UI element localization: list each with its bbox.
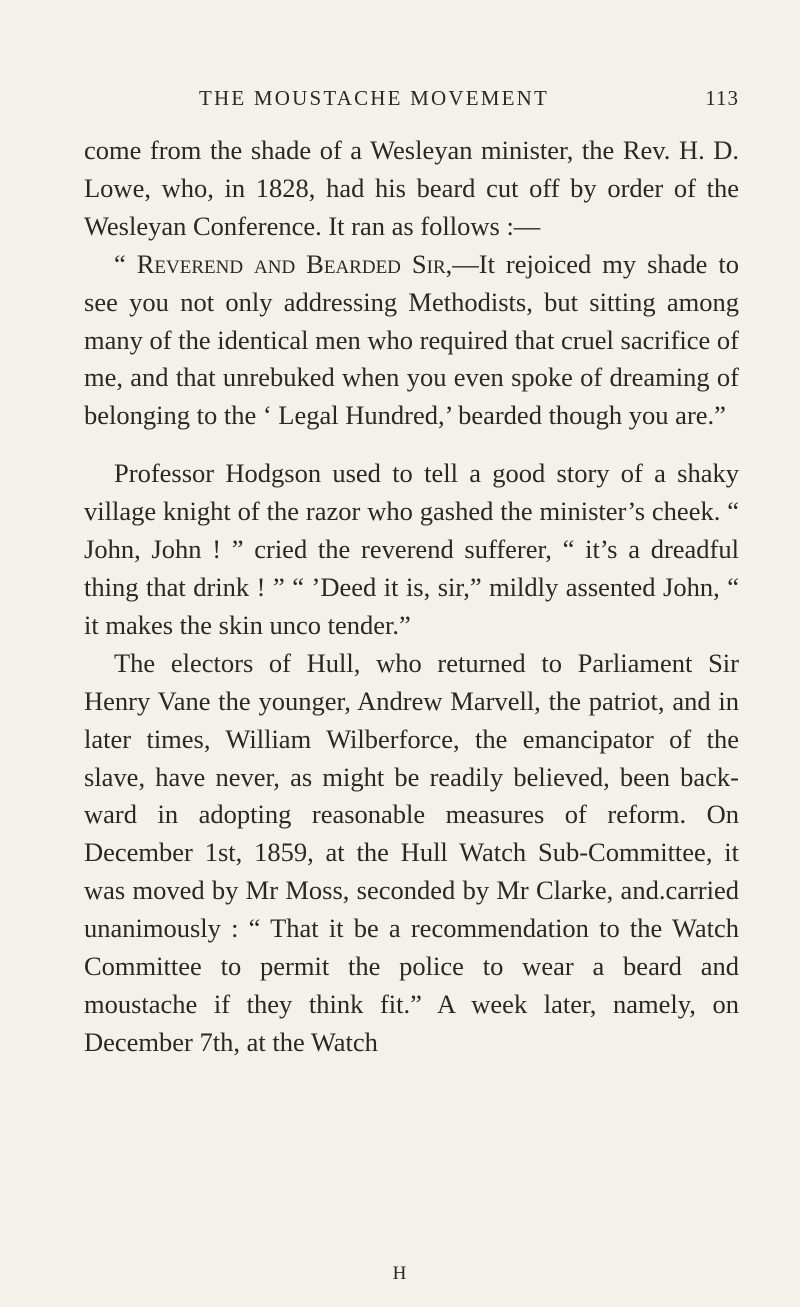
page-number: 113 — [705, 86, 739, 110]
body-text — [84, 132, 739, 1062]
paragraph-letter-quote — [84, 246, 739, 436]
paragraph-text: The electors of Hull, who returned to Parliament Sir Henry Vane the younger, Andrew Marvell, the patriot, and in later times, William Wilberforce, the emancipator of the slave, have never, as might be readily believed, been backward in adopting reasonable measures of reform. On December 1st, 1859, at the Hull Watch Sub-Committee, it was moved by Mr Moss, seconded by Mr Clarke, and.carried unanimously : “ That it be a recommendation to the Watch Committee to permit the police to wear a beard and moustache if they think fit.” A week later, namely, on December 7th, at the Watch — [84, 647, 739, 1057]
paragraph-text: —It rejoiced my shade to see you not only addressing Methodists, but sitting among many of the identical men who required that cruel sacrifice of me, and that unrebuked when you even spoke of dreaming of belonging to the ‘ Legal Hundred,’ bearded though you are.” — [84, 248, 739, 431]
paragraph-text: Professor Hodgson used to tell a good story of a shaky village knight of the razor who gashed the minister’s cheek. “ John, John ! ” cried the reverend sufferer, “ it’s a dreadful thing that drink ! ” “ ’Deed it is, sir,” mildly assented John, “ it makes the skin unco tender.” — [84, 458, 739, 640]
running-title: THE MOUSTACHE MOVEMENT — [199, 86, 550, 110]
paragraph-hodgson-story — [84, 455, 739, 645]
paragraph-continuation — [84, 132, 739, 246]
running-head — [84, 86, 739, 116]
signature-mark: H — [392, 1263, 408, 1284]
letter-salutation: “ Reverend and Bearded Sir, — [114, 248, 453, 279]
paragraph-text: come from the shade of a Wesleyan minister, the Rev. H. D. Lowe, who, in 1828, had his beard cut off by order of the Wesleyan Conference. It ran as follows :— — [84, 135, 739, 241]
paragraph-hull-electors — [84, 645, 739, 1062]
